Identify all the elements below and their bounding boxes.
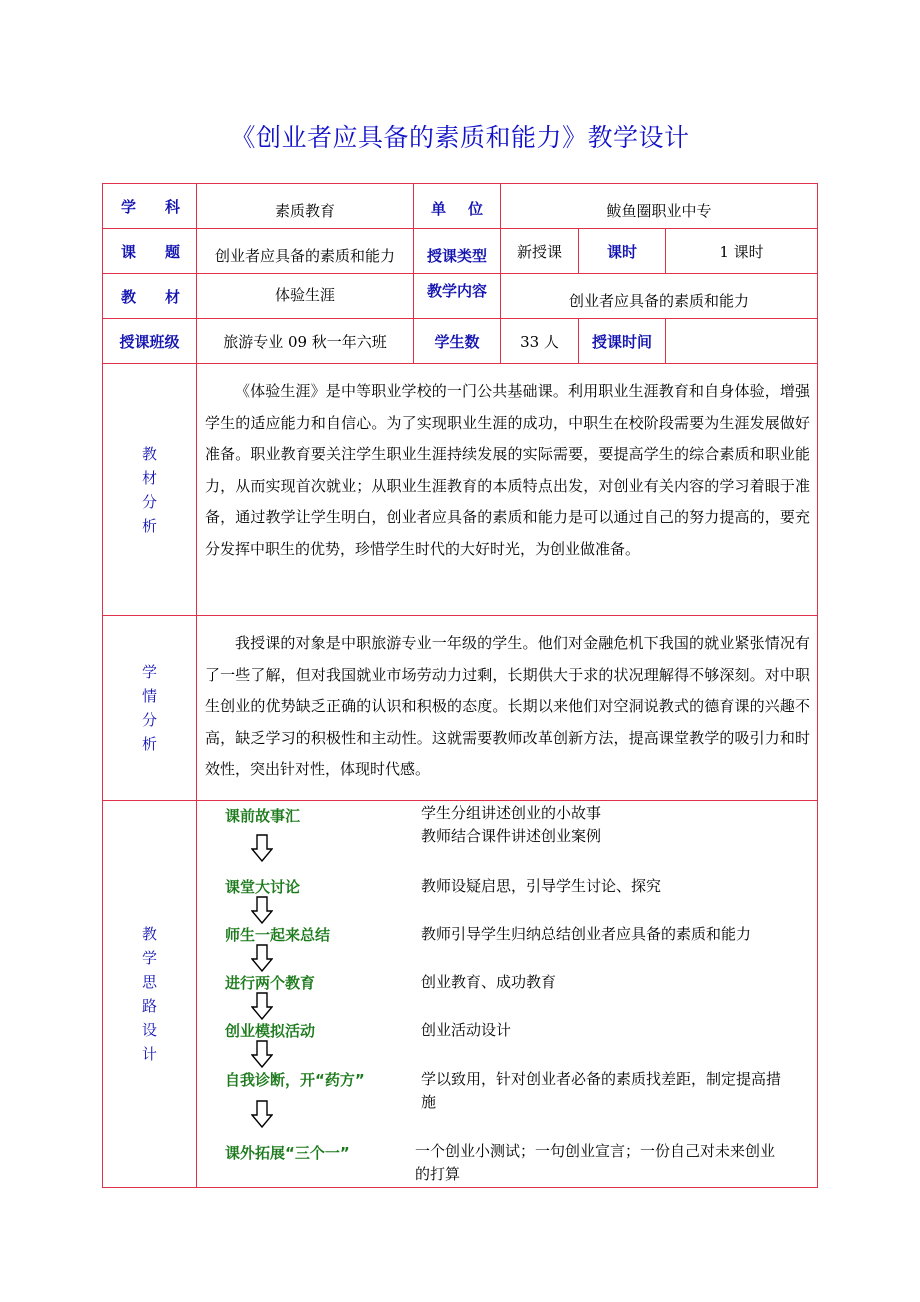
hours-value: 1 课时 — [719, 242, 764, 261]
step-desc-line: 教师结合课件讲述创业案例 — [421, 827, 602, 845]
row-divider — [103, 800, 817, 801]
step-desc — [415, 1140, 813, 1186]
step-name: 自我诊断，开“药方” — [225, 1071, 365, 1089]
subject-label-char: 科 — [164, 197, 180, 216]
time-label: 授课时间 — [591, 332, 652, 351]
step-desc-line: 一个创业小测试；一句创业宣言；一份自己对未来创业 — [415, 1142, 776, 1160]
lesson-type-value: 新授课 — [516, 242, 562, 261]
step-desc-line: 施 — [421, 1093, 437, 1111]
topic-value: 创业者应具备的素质和能力 — [214, 246, 395, 265]
textbook-label-char: 教 — [121, 287, 137, 306]
down-arrow-icon — [251, 1040, 273, 1068]
step-name: 课外拓展“三个一” — [225, 1144, 350, 1162]
step-desc — [421, 802, 601, 848]
label-char: 析 — [141, 735, 157, 753]
students-value: 33 人 — [520, 332, 559, 351]
topic-label-char: 题 — [164, 242, 180, 261]
step-desc — [421, 971, 556, 994]
label-char: 教 — [141, 925, 157, 943]
down-arrow-icon — [251, 834, 273, 862]
content-value: 创业者应具备的素质和能力 — [568, 291, 749, 310]
down-arrow-icon — [251, 992, 273, 1020]
step-desc-line: 创业教育、成功教育 — [421, 973, 557, 991]
step-name: 创业模拟活动 — [225, 1022, 316, 1040]
textbook-label — [103, 274, 196, 318]
material-analysis-label — [103, 364, 196, 615]
student-analysis-label — [103, 616, 196, 800]
subject-value: 素质教育 — [274, 201, 335, 220]
topic-label-char: 课 — [121, 242, 137, 261]
textbook-label-char: 材 — [164, 287, 180, 306]
step-desc-line: 教师设疑启思，引导学生讨论、探究 — [421, 877, 662, 895]
subject-label — [103, 184, 196, 228]
lesson-plan-table — [102, 183, 818, 1188]
step-name: 师生一起来总结 — [225, 926, 331, 944]
lesson-type-label: 授课类型 — [426, 246, 487, 265]
unit-label-char: 单 — [430, 199, 446, 218]
label-char: 设 — [141, 1021, 157, 1039]
step-desc — [421, 875, 661, 898]
label-char: 思 — [141, 973, 157, 991]
step-desc — [421, 1019, 511, 1042]
material-analysis-text: 《体验生涯》是中等职业学校的一门公共基础课。利用职业生涯教育和自身体验，增强学生的适应能力和自信心。为了实现职业生涯的成功，中职生在校阶段需要为生涯发展做好准备。职业教育要关注学生职业生涯持续发展的实际需要，要提高学生的综合素质和职业能力，从而实现首次就业；从职业生涯教育的本质特点出发，对创业有关内容的学习着眼于准备，通过教学让学生明白，创业者应具备的素质和能力是可以通过自己的努力提高的，要充分发挥中职生的优势，珍惜学生时代的大好时光，为创业做准备。 — [205, 382, 810, 558]
subject-label-char: 学 — [121, 197, 137, 216]
step-desc-line: 学生分组讲述创业的小故事 — [421, 804, 602, 822]
class-label: 授课班级 — [119, 332, 180, 351]
label-char: 教 — [141, 444, 157, 463]
label-char: 路 — [141, 997, 157, 1015]
label-char: 学 — [141, 663, 157, 681]
step-name: 课堂大讨论 — [225, 878, 301, 896]
textbook-value: 体验生涯 — [274, 285, 335, 304]
label-char: 情 — [141, 687, 157, 705]
down-arrow-icon — [251, 896, 273, 924]
content-label: 教学内容 — [426, 281, 487, 300]
teaching-design-label — [103, 801, 196, 1187]
step-desc-line: 教师引导学生归纳总结创业者应具备的素质和能力 — [421, 925, 752, 943]
student-analysis-text: 我授课的对象是中职旅游专业一年级的学生。他们对金融危机下我国的就业紧张情况有了一些了解，但对我国就业市场劳动力过剩，长期供大于求的状况理解得不够深刻。对中职生创业的优势缺乏正确的认识和积极的态度。长期以来他们对空洞说教式的德育课的兴趣不高，缺乏学习的积极性和主动性。这就需要教师改革创新方法，提高课堂教学的吸引力和时效性，突出针对性，体现时代感。 — [205, 634, 810, 779]
unit-value: 鲅鱼圈职业中专 — [606, 201, 712, 220]
step-name: 课前故事汇 — [225, 807, 301, 825]
time-value — [666, 319, 817, 363]
step-desc — [421, 1068, 813, 1114]
label-char: 分 — [141, 711, 157, 729]
step-name: 进行两个教育 — [225, 974, 316, 992]
down-arrow-icon — [251, 944, 273, 972]
step-desc-line: 的打算 — [415, 1165, 461, 1183]
students-label: 学生数 — [434, 332, 480, 351]
label-char: 材 — [141, 468, 157, 487]
hours-label: 课时 — [606, 242, 637, 261]
page-title: 《创业者应具备的素质和能力》教学设计 — [230, 123, 690, 152]
step-desc-line: 创业活动设计 — [421, 1021, 512, 1039]
row-divider — [103, 615, 817, 616]
step-desc — [421, 923, 751, 946]
unit-label — [414, 186, 500, 230]
step-desc-line: 学以致用，针对创业者必备的素质找差距，制定提高措 — [421, 1070, 782, 1088]
row-divider — [103, 363, 817, 364]
label-char: 析 — [141, 516, 157, 535]
unit-label-char: 位 — [468, 199, 484, 218]
label-char: 计 — [141, 1045, 157, 1063]
topic-label — [103, 229, 196, 273]
label-char: 学 — [141, 949, 157, 967]
label-char: 分 — [141, 492, 157, 511]
class-value: 旅游专业 09 秋一年六班 — [223, 332, 387, 351]
down-arrow-icon — [251, 1100, 273, 1128]
